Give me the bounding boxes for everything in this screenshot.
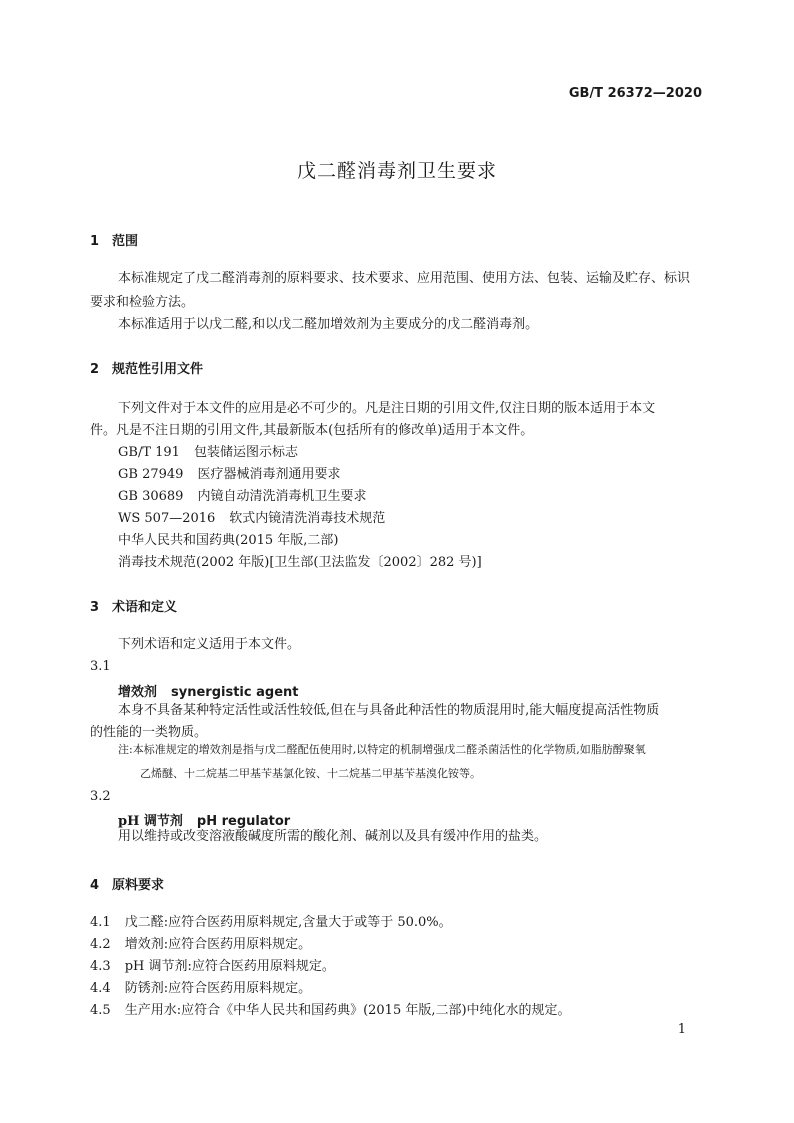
section-2-heading [90,358,203,377]
standard-number: GB/T 26372—2020 [568,86,702,101]
s1-paragraph-1-line-1: 本标准规定了戊二醛消毒剂的原料要求、技术要求、应用范围、使用方法、包装、运输及贮存、标识 [118,271,691,286]
requirement-text: 生产用水:应符合《中华人民共和国药典》(2015 年版,二部)中纯化水的规定。 [124,1003,571,1018]
requirement-item [90,1000,571,1022]
term-note-line-2: 乙烯醚、十二烷基二甲基苄基氯化铵、十二烷基二甲基苄基溴化铵等。 [140,767,481,780]
reference-name: 医疗器械消毒剂通用要求 [197,467,341,482]
term-heading [118,681,298,700]
reference-name: 包装储运图示标志 [193,445,298,460]
requirement-text: 增效剂:应符合医药用原料规定。 [124,937,312,952]
term-number: 3.2 [90,789,111,804]
reference-item: 中华人民共和国药典(2015 年版,二部) [118,533,339,548]
section-number: 1 [90,234,100,249]
section-number: 4 [90,878,100,893]
reference-code: GB 27949 [118,467,184,482]
term-definition-line-1: 本身不具备某种特定活性或活性较低,但在与具备此种活性的物质混用时,能大幅度提高活性物质 [118,703,660,718]
requirement-number: 4.1 [90,915,111,930]
term-chinese: pH 调节剂 [118,814,183,829]
reference-code: GB 30689 [118,489,184,504]
reference-item [118,464,340,486]
section-1-heading [90,230,138,249]
requirement-text: pH 调节剂:应符合医药用原料规定。 [124,959,335,974]
section-title: 范围 [112,234,139,249]
page-number: 1 [677,1022,686,1037]
requirement-number: 4.4 [90,981,111,996]
s3-intro: 下列术语和定义适用于本文件。 [118,637,301,652]
s2-paragraph-line-1: 下列文件对于本文件的应用是必不可少的。凡是注日期的引用文件,仅注日期的版本适用于本文 [118,401,656,416]
document-title: 戊二醛消毒剂卫生要求 [296,160,497,182]
s1-paragraph-2: 本标准适用于以戊二醛,和以戊二醛加增效剂为主要成分的戊二醛消毒剂。 [118,317,539,332]
term-definition: 用以维持或改变溶液酸碱度所需的酸化剂、碱剂以及具有缓冲作用的盐类。 [118,829,548,844]
s2-paragraph-line-2: 件。凡是不注日期的引用文件,其最新版本(包括所有的修改单)适用于本文件。 [90,423,534,438]
requirement-text: 戊二醛:应符合医药用原料规定,含量大于或等于 50.0%。 [124,915,452,930]
section-title: 规范性引用文件 [112,362,204,377]
term-chinese: 增效剂 [118,685,158,700]
requirement-item [90,912,452,934]
reference-name: 内镜自动清洗消毒机卫生要求 [197,489,367,504]
reference-code: WS 507—2016 [118,511,216,526]
term-english: pH regulator [196,814,291,829]
reference-item [118,508,385,530]
term-definition-line-2: 的性能的一类物质。 [90,725,208,740]
requirement-text: 防锈剂:应符合医药用原料规定。 [124,981,312,996]
section-4-heading [90,874,164,893]
section-number: 3 [90,600,100,615]
term-english: synergistic agent [171,685,299,700]
s1-paragraph-1-line-2: 要求和检验方法。 [90,295,195,310]
requirement-number: 4.5 [90,1003,111,1018]
reference-code: GB/T 191 [118,445,180,460]
section-title: 术语和定义 [112,600,178,615]
term-note-line-1: 注:本标准规定的增效剂是指与戊二醛配伍使用时,以特定的机制增强戊二醛杀菌活性的化学物质,如脂肪醇聚氧 [118,743,646,756]
requirement-number: 4.3 [90,959,111,974]
requirement-item [90,956,335,978]
reference-item: 消毒技术规范(2002 年版)[卫生部(卫法监发〔2002〕282 号)] [118,555,482,570]
requirement-item [90,934,311,956]
requirement-item [90,978,311,1000]
section-title: 原料要求 [112,878,165,893]
requirement-number: 4.2 [90,937,111,952]
reference-item [118,442,298,464]
reference-item [118,486,366,508]
term-number: 3.1 [90,659,111,674]
reference-name: 软式内镜清洗消毒技术规范 [229,511,386,526]
section-number: 2 [90,362,100,377]
section-3-heading [90,596,177,615]
